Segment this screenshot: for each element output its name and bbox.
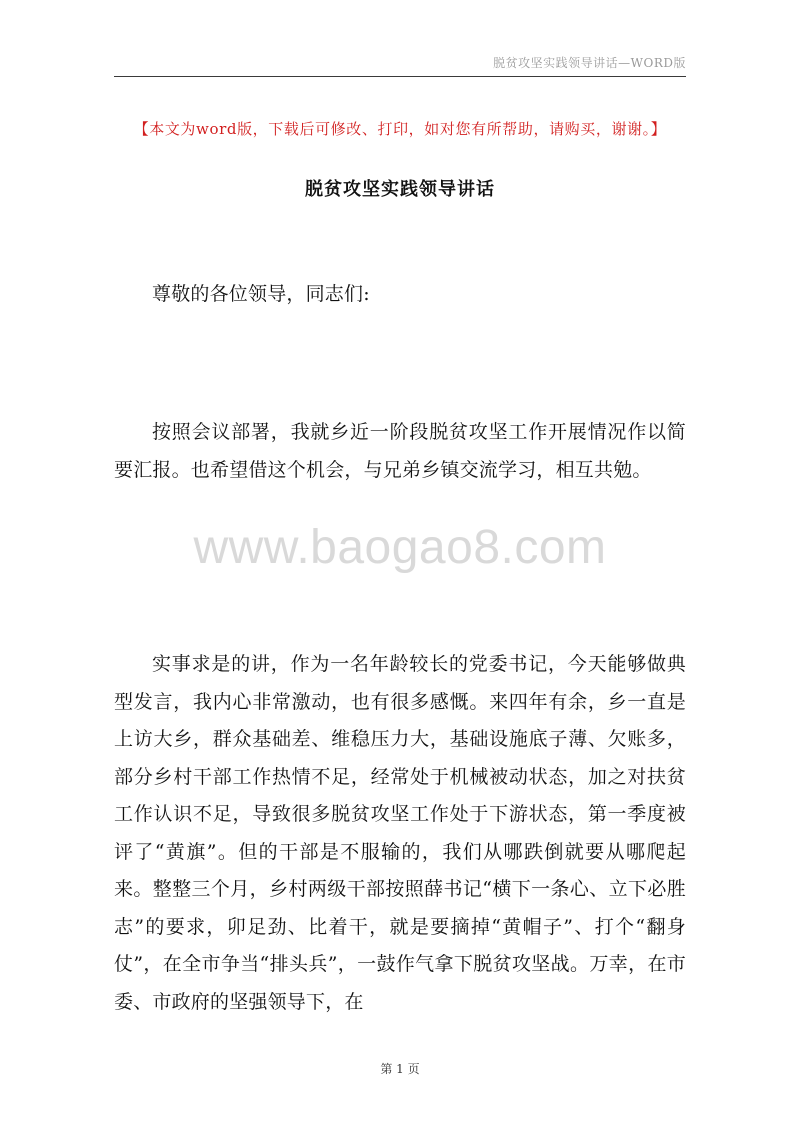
header-divider (114, 76, 686, 77)
purchase-notice: 【本文为word版，下载后可修改、打印，如对您有所帮助，请购买，谢谢。】 (133, 120, 667, 138)
document-title: 脱贫攻坚实践领导讲话 (305, 179, 495, 200)
salutation-paragraph: 尊敬的各位领导，同志们: (152, 283, 370, 305)
running-header: 脱贫攻坚实践领导讲话—WORD版 (493, 56, 686, 70)
page-number: 第 1 页 (380, 1062, 420, 1076)
watermark: www.baogao8.com (193, 521, 607, 574)
intro-paragraph: 按照会议部署，我就乡近一阶段脱贫攻坚工作开展情况作以简要汇报。也希望借这个机会，与兄弟乡镇交流学习，相互共勉。 (114, 421, 686, 481)
body-paragraph: 实事求是的讲，作为一名年龄较长的党委书记，今天能够做典型发言，我内心非常激动，也有很多感慨。来四年有余，乡一直是上访大乡，群众基础差、维稳压力大，基础设施底子薄、欠账多，部分乡村干部工作热情不足，经常处于机械被动状态，加之对扶贫工作认识不足，导致很多脱贫攻坚工作处于下游状态，第一季度被评了“黄旗”。但的干部是不服输的，我们从哪跌倒就要从哪爬起来。整整三个月，乡村两级干部按照薛书记“横下一条心、立下必胜志”的要求，卯足劲、比着干，就是要摘掉“黄帽子”、打个“翻身仗”，在全市争当“排头兵”，一鼓作气拿下脱贫攻坚战。万幸，在市委、市政府的坚强领导下，在 (114, 653, 686, 1013)
